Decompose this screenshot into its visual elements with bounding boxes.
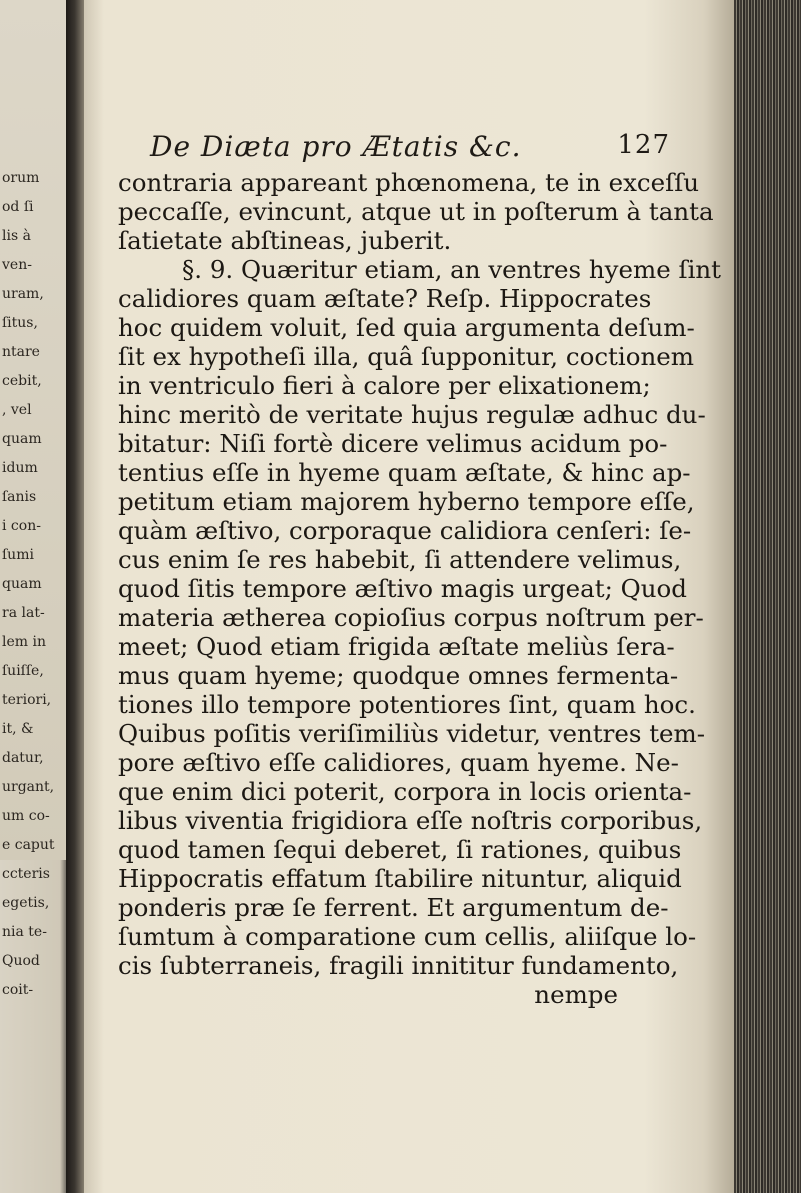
text-line: pore æſtivo eſſe calidiores, quam hyeme. Ne- [118,748,679,777]
left-page-fragment: datur, [2,750,44,766]
text-line: libus viventia frigidiora eſſe noſtris corporibus, [118,806,703,835]
left-page-fragment: i con- [2,518,41,534]
left-page-fragment: od ſi [2,199,34,215]
text-line: contraria appareant phœnomena, te in exceſſu [118,168,700,197]
left-page-fragment: lem in [2,634,46,650]
left-page-fragment: idum [2,460,38,476]
left-page-fragment: orum [2,170,40,186]
text-line: tiones illo tempore potentiores ſint, quam hoc. [118,690,696,719]
left-page-fragment: ſanis [2,489,37,505]
body-text [118,168,722,1009]
text-line: que enim dici poterit, corpora in locis orienta- [118,777,692,806]
text-line: quod tamen ſequi deberet, ſi rationes, quibus [118,835,682,864]
running-head [150,130,670,170]
text-line: hinc meritò de veritate hujus regulæ adhuc du- [118,400,706,429]
left-page-fragment: e caput [2,837,55,853]
left-page-fragment: ntare [2,344,40,360]
page-number: 127 [617,130,670,160]
left-page-fragment: lis à [2,228,31,244]
text-line: bitatur: Niſi fortè dicere velimus acidum po- [118,429,668,458]
text-line: Quibus poſitis veriſimiliùs videtur, ventres tem- [118,719,706,748]
text-line: cus enim ſe res habebit, ſi attendere velimus, [118,545,682,574]
text-line: quod ſitis tempore æſtivo magis urgeat; Quod [118,574,687,603]
left-page-fragment: ven- [2,257,32,273]
text-line: calidiores quam æſtate? Reſp. Hippocrates [118,284,652,313]
left-page-fragment: ra lat- [2,605,45,621]
text-line: hoc quidem voluit, ſed quia argumenta deſum- [118,313,695,342]
text-line: meet; Quod etiam frigida æſtate meliùs ſera- [118,632,675,661]
left-page-fragment: ſumi [2,547,34,563]
running-head-title: De Diæta pro Ætatis &c. [150,130,522,163]
text-line: ſumtum à comparatione cum cellis, aliiſque lo- [118,922,697,951]
text-line: mus quam hyeme; quodque omnes fermenta- [118,661,679,690]
text-line: Hippocratis effatum ſtabilire nituntur, aliquid [118,864,682,893]
left-page-fragment: um co- [2,808,50,824]
text-line: ſatietate abſtineas, juberit. [118,226,452,255]
text-line: ſit ex hypotheſi illa, quâ ſupponitur, coctionem [118,342,694,371]
left-page-fragment: quam [2,576,42,592]
text-line: petitum etiam majorem hyberno tempore eſſe, [118,487,695,516]
left-page-fragment: ſitus, [2,315,38,331]
left-facing-page [0,0,68,998]
text-line: tentius eſſe in hyeme quam æſtate, & hinc ap- [118,458,691,487]
left-page-fragment: nia te- [2,924,47,940]
left-page-fragment: quam [2,431,42,447]
left-page-fragment: cebit, [2,373,42,389]
text-line: peccaſſe, evincunt, atque ut in poſterum à tanta [118,197,714,226]
left-page-fragment: uram, [2,286,44,302]
left-page-fragment: , vel [2,402,32,418]
text-line: nempe [534,980,618,1009]
text-line: cis ſubterraneis, fragili innititur fundamento, [118,951,679,980]
left-page-fragment: Quod [2,953,40,969]
left-page-fragment: coit- [2,982,34,998]
left-page-fragment: egetis, [2,895,50,911]
text-line: §. 9. Quæritur etiam, an ventres hyeme ſint [182,255,722,284]
left-page-fragment: ſuiſſe, [2,663,44,679]
text-line: in ventriculo fieri à calore per elixationem; [118,371,651,400]
text-line: ponderis præ ſe ferrent. Et argumentum de- [118,893,669,922]
left-page-fragment: teriori, [2,692,52,708]
book-edge [734,0,801,1193]
text-line: quàm æſtivo, corporaque calidiora cenſeri: ſe- [118,516,692,545]
left-page-fragment: ccteris [2,866,50,882]
left-page-fragment: urgant, [2,779,55,795]
text-line: materia ætherea copioſius corpus noſtrum per- [118,603,704,632]
left-page-fragment: it, & [2,721,34,737]
